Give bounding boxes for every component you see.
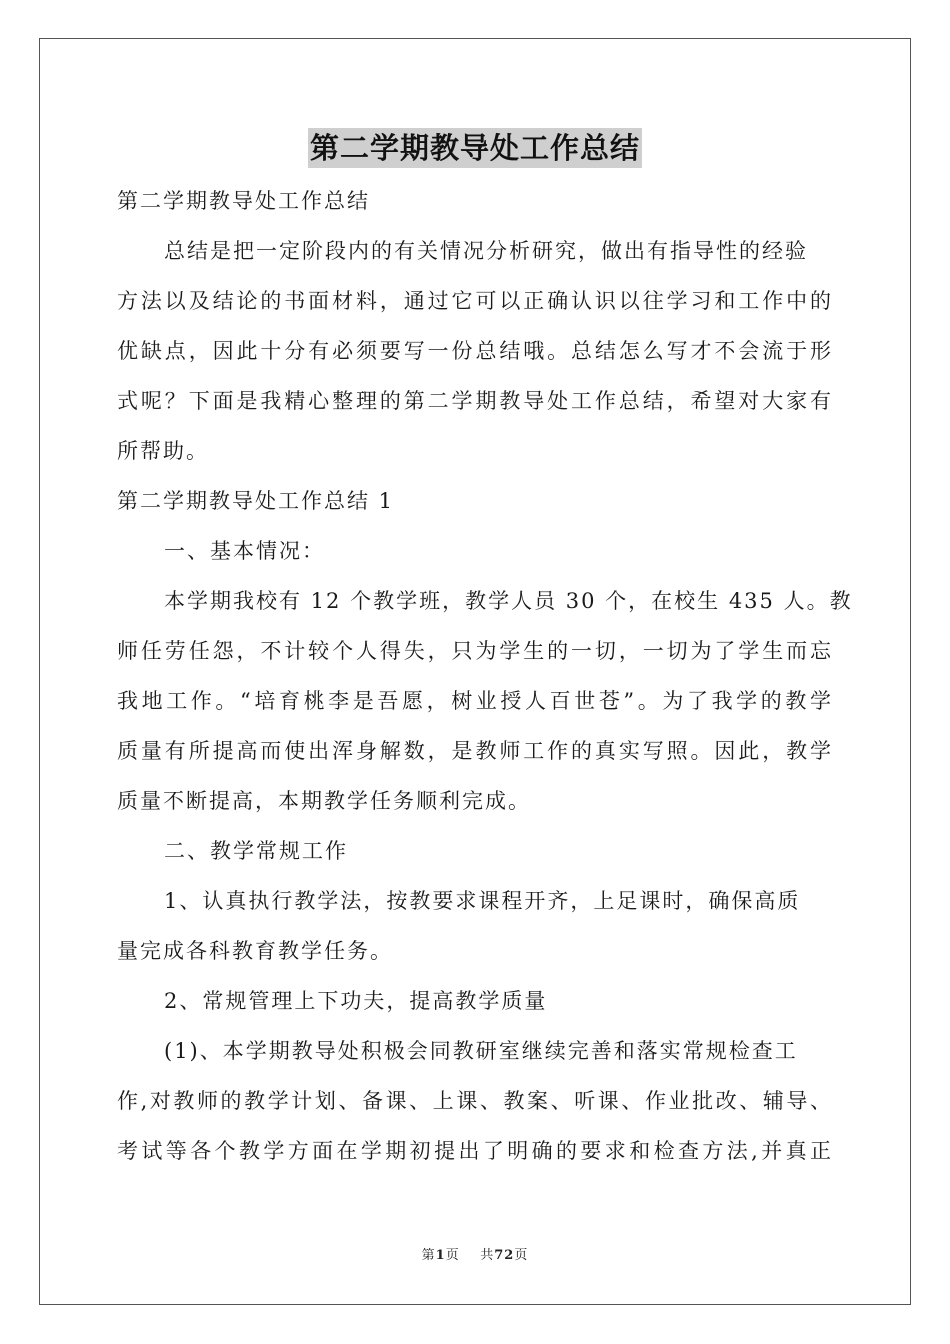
page-number: 1 xyxy=(435,1248,446,1263)
paragraph-line: 2、常规管理上下功夫，提高教学质量 xyxy=(164,989,548,1013)
paragraph-line: (1)、本学期教导处积极会同教研室继续完善和落实常规检查工 xyxy=(164,1039,798,1063)
paragraph-line: 质量不断提高，本期教学任务顺利完成。 xyxy=(117,789,531,813)
paragraph-line: 式呢？下面是我精心整理的第二学期教导处工作总结，希望对大家有 xyxy=(117,389,833,413)
paragraph-line: 本学期我校有 12 个教学班，教学人员 30 个，在校生 435 人。教 xyxy=(164,589,853,613)
page-suffix: 页 xyxy=(445,1248,460,1263)
paragraph-line: 作,对教师的教学计划、备课、上课、教案、听课、作业批改、辅导、 xyxy=(117,1089,833,1113)
total-pages: 72 xyxy=(494,1248,515,1263)
paragraph-line: 考试等各个教学方面在学期初提出了明确的要求和检查方法,并真正 xyxy=(117,1139,833,1163)
paragraph-line: 1、认真执行教学法，按教要求课程开齐，上足课时，确保高质 xyxy=(164,889,801,913)
subsection-heading: 一、基本情况： xyxy=(164,539,325,563)
paragraph-line: 总结是把一定阶段内的有关情况分析研究，做出有指导性的经验 xyxy=(164,239,808,263)
total-prefix: 共 xyxy=(480,1248,495,1263)
page-footer xyxy=(0,1247,950,1265)
page-prefix: 第 xyxy=(421,1248,436,1263)
total-suffix: 页 xyxy=(514,1248,529,1263)
title-container xyxy=(0,128,950,168)
document-title: 第二学期教导处工作总结 xyxy=(308,128,642,168)
paragraph-line: 质量有所提高而使出浑身解数，是教师工作的真实写照。因此，教学 xyxy=(117,739,833,763)
paragraph-line: 优缺点，因此十分有必须要写一份总结哦。总结怎么写才不会流于形 xyxy=(117,339,833,363)
paragraph-line: 我地工作。“培育桃李是吾愿，树业授人百世苍”。为了我学的教学 xyxy=(117,689,833,713)
document-body xyxy=(117,176,853,1176)
section-heading: 第二学期教导处工作总结 1 xyxy=(117,489,395,513)
paragraph-line: 所帮助。 xyxy=(117,439,209,463)
paragraph-line: 量完成各科教育教学任务。 xyxy=(117,939,393,963)
paragraph-line: 师任劳任怨，不计较个人得失，只为学生的一切，一切为了学生而忘 xyxy=(117,639,833,663)
subtitle-line: 第二学期教导处工作总结 xyxy=(117,189,370,213)
paragraph-line: 方法以及结论的书面材料，通过它可以正确认识以往学习和工作中的 xyxy=(117,289,833,313)
subsection-heading: 二、教学常规工作 xyxy=(164,839,348,863)
